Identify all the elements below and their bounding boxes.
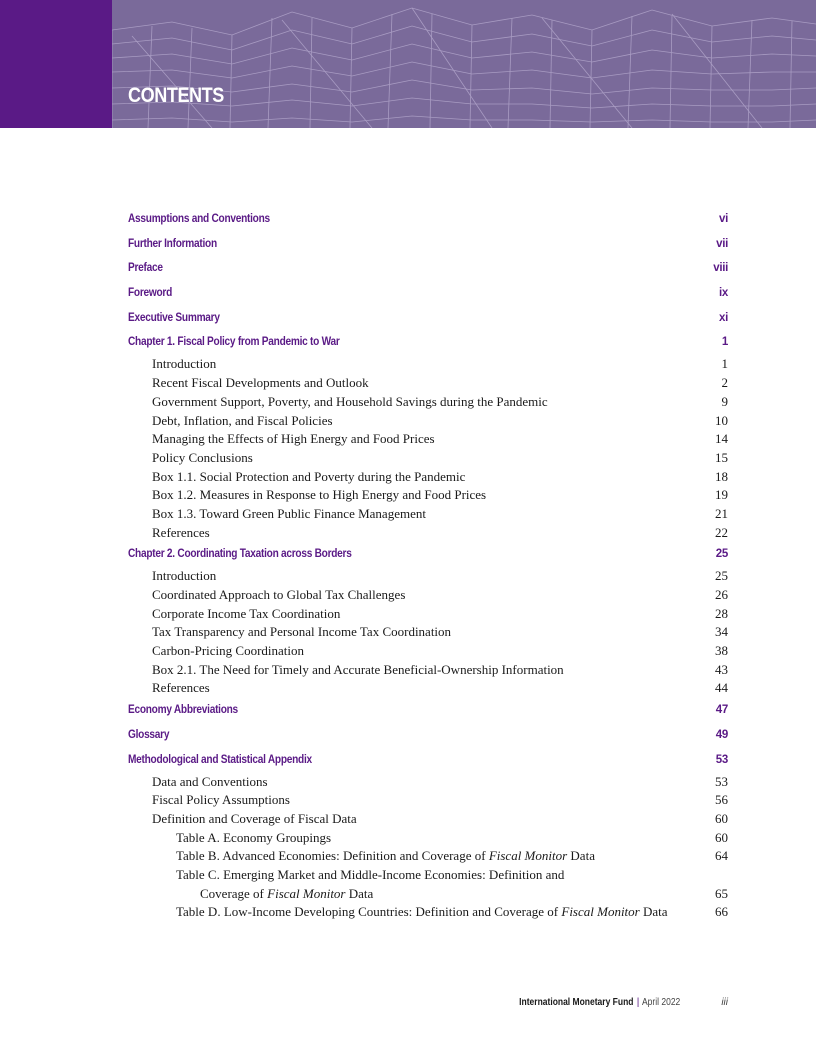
toc-entry-page: 64 bbox=[715, 848, 728, 864]
toc-entry[interactable] bbox=[128, 586, 728, 605]
toc-entry-title-text: Coverage of bbox=[200, 885, 268, 901]
page-title: CONTENTS bbox=[128, 84, 224, 107]
toc-entry-title: Introduction bbox=[152, 568, 217, 584]
toc-entry-title: Definition and Coverage of Fiscal Data bbox=[152, 810, 357, 826]
toc-entry-page: 26 bbox=[715, 587, 728, 602]
toc-section-page: 53 bbox=[715, 753, 728, 766]
wireframe-mesh-graphic bbox=[112, 0, 816, 128]
toc-entry-title: Box 1.2. Measures in Response to High Energy and Food Prices bbox=[152, 487, 487, 503]
toc-entry-title bbox=[176, 847, 595, 866]
toc-entry-title-line bbox=[176, 885, 564, 904]
toc-entry[interactable] bbox=[128, 486, 728, 505]
toc-entry-title: References bbox=[152, 680, 210, 696]
toc-section-assumptions[interactable] bbox=[128, 211, 728, 236]
toc-section-page: ix bbox=[719, 287, 728, 300]
toc-entry-title-text: Data bbox=[639, 904, 668, 920]
toc-entry[interactable] bbox=[128, 505, 728, 524]
header-accent-block bbox=[0, 0, 112, 128]
toc-entry-title-italic: Fiscal Monitor bbox=[488, 848, 568, 864]
toc-entry-page: 18 bbox=[715, 468, 728, 484]
toc-section-page: vii bbox=[716, 237, 728, 250]
toc-entry-page: 43 bbox=[715, 661, 728, 677]
toc-entry-page: 60 bbox=[715, 810, 728, 826]
toc-entry-title-text: Table D. Low-Income Developing Countries: Definition and Coverage of bbox=[176, 904, 562, 920]
toc-entry-title: Government Support, Poverty, and Household Savings during the Pandemic bbox=[152, 393, 548, 409]
header-banner bbox=[0, 0, 816, 128]
toc-entry-page: 10 bbox=[715, 412, 728, 428]
toc-entry[interactable] bbox=[128, 468, 728, 487]
toc-section-title: Preface bbox=[128, 262, 163, 275]
toc-section-title: Foreword bbox=[128, 287, 172, 300]
toc-table-entry[interactable] bbox=[128, 866, 728, 903]
toc-entry[interactable] bbox=[128, 524, 728, 543]
toc-entry-page: 53 bbox=[715, 773, 728, 789]
footer-organization: International Monetary Fund bbox=[519, 997, 634, 1008]
toc-entry-page: 25 bbox=[715, 568, 728, 584]
toc-entry-title: Corporate Income Tax Coordination bbox=[152, 605, 341, 621]
toc-entry-page: 22 bbox=[715, 524, 728, 540]
toc-section-title: Assumptions and Conventions bbox=[128, 213, 270, 225]
toc-entry-title-italic: Fiscal Monitor bbox=[267, 885, 346, 901]
toc-entry-page: 1 bbox=[721, 356, 728, 372]
toc-entry-title: Fiscal Policy Assumptions bbox=[152, 792, 290, 808]
toc-entry-title: Debt, Inflation, and Fiscal Policies bbox=[152, 412, 333, 428]
toc-entry[interactable] bbox=[128, 661, 728, 680]
toc-entry[interactable] bbox=[128, 679, 728, 698]
toc-entry-page: 19 bbox=[715, 487, 728, 503]
toc-entry-page: 34 bbox=[715, 624, 728, 640]
toc-section-title: Executive Summary bbox=[128, 311, 220, 324]
toc-section-title: Methodological and Statistical Appendix bbox=[128, 753, 312, 766]
table-of-contents bbox=[128, 211, 728, 922]
toc-entry[interactable] bbox=[128, 605, 728, 624]
toc-section-page: 1 bbox=[721, 336, 728, 349]
toc-entry-page: 15 bbox=[715, 449, 728, 465]
toc-section-page: vi bbox=[719, 213, 728, 225]
footer-page-number: iii bbox=[721, 997, 728, 1008]
toc-entry-title-italic: Fiscal Monitor bbox=[561, 904, 640, 920]
toc-section-page: 49 bbox=[715, 728, 728, 741]
toc-entry-title: Policy Conclusions bbox=[152, 449, 253, 465]
toc-entry-page: 9 bbox=[721, 393, 728, 409]
toc-entry-page: 66 bbox=[715, 904, 728, 920]
toc-section-chapter-1[interactable] bbox=[128, 334, 728, 355]
toc-entry[interactable] bbox=[128, 449, 728, 468]
toc-entry[interactable] bbox=[128, 393, 728, 412]
toc-table-entry[interactable] bbox=[128, 829, 728, 848]
toc-section-title: Further Information bbox=[128, 237, 217, 250]
toc-table-entry[interactable] bbox=[128, 903, 728, 922]
toc-entry[interactable] bbox=[128, 810, 728, 829]
toc-section-title: Economy Abbreviations bbox=[128, 704, 238, 717]
toc-section-executive-summary[interactable] bbox=[128, 310, 728, 335]
toc-entry-page: 2 bbox=[721, 375, 728, 391]
toc-entry-title: References bbox=[152, 524, 210, 540]
toc-entry[interactable] bbox=[128, 374, 728, 393]
footer-date: April 2022 bbox=[642, 997, 681, 1008]
toc-section-further-information[interactable] bbox=[128, 236, 728, 261]
toc-section-page: xi bbox=[719, 311, 728, 324]
toc-table-entry[interactable] bbox=[128, 847, 728, 866]
toc-entry[interactable] bbox=[128, 412, 728, 431]
toc-entry-page: 60 bbox=[715, 829, 728, 845]
toc-entry-title-text: Table B. Advanced Economies: Definition and Coverage of bbox=[176, 848, 489, 864]
toc-entry-title: Table A. Economy Groupings bbox=[176, 829, 332, 845]
toc-entry-title-text: Data bbox=[567, 848, 595, 864]
toc-entry[interactable] bbox=[128, 355, 728, 374]
toc-entry-title: Coordinated Approach to Global Tax Challenges bbox=[152, 587, 406, 602]
toc-section-appendix[interactable] bbox=[128, 752, 728, 773]
toc-entry-page: 14 bbox=[715, 431, 728, 447]
toc-entry-page: 21 bbox=[715, 505, 728, 521]
toc-entry-title: Carbon-Pricing Coordination bbox=[152, 643, 305, 659]
toc-section-economy-abbreviations[interactable] bbox=[128, 702, 728, 727]
toc-entry-title: Box 1.1. Social Protection and Poverty during the Pandemic bbox=[152, 468, 466, 484]
toc-entry-title: Data and Conventions bbox=[152, 773, 268, 789]
toc-entry[interactable] bbox=[128, 430, 728, 449]
toc-entry-title: Recent Fiscal Developments and Outlook bbox=[152, 375, 369, 391]
toc-section-page: 47 bbox=[715, 704, 728, 717]
toc-entry-title-text: Data bbox=[345, 885, 374, 901]
footer-separator: | bbox=[636, 997, 640, 1008]
toc-entry-page: 28 bbox=[715, 605, 728, 621]
page-footer bbox=[499, 997, 728, 1008]
toc-entry-title bbox=[176, 866, 564, 903]
toc-entry[interactable] bbox=[128, 642, 728, 661]
toc-section-preface[interactable] bbox=[128, 260, 728, 285]
toc-section-title: Chapter 1. Fiscal Policy from Pandemic to War bbox=[128, 336, 340, 349]
toc-entry[interactable] bbox=[128, 773, 728, 792]
toc-entry-title bbox=[176, 903, 668, 922]
toc-entry-title-line: Table C. Emerging Market and Middle-Income Economies: Definition and bbox=[176, 866, 565, 882]
toc-section-page: 25 bbox=[715, 548, 728, 561]
toc-section-foreword[interactable] bbox=[128, 285, 728, 310]
toc-entry-page: 38 bbox=[715, 643, 728, 659]
toc-entry-title: Managing the Effects of High Energy and Food Prices bbox=[152, 431, 435, 447]
toc-entry[interactable] bbox=[128, 623, 728, 642]
toc-section-title: Chapter 2. Coordinating Taxation across Borders bbox=[128, 548, 352, 561]
toc-section-page: viii bbox=[713, 262, 728, 275]
toc-entry-title: Introduction bbox=[152, 356, 217, 372]
toc-entry-title: Box 1.3. Toward Green Public Finance Management bbox=[152, 505, 426, 521]
toc-entry-page: 56 bbox=[715, 792, 728, 808]
toc-entry[interactable] bbox=[128, 567, 728, 586]
toc-section-title: Glossary bbox=[128, 728, 170, 741]
toc-entry-title: Box 2.1. The Need for Timely and Accurate Beneficial-Ownership Information bbox=[152, 661, 564, 677]
toc-entry-page: 65 bbox=[715, 885, 728, 901]
toc-section-chapter-2[interactable] bbox=[128, 546, 728, 567]
toc-section-glossary[interactable] bbox=[128, 727, 728, 752]
toc-entry-page: 44 bbox=[715, 680, 728, 696]
toc-entry[interactable] bbox=[128, 791, 728, 810]
toc-entry-title: Tax Transparency and Personal Income Tax Coordination bbox=[152, 624, 452, 640]
